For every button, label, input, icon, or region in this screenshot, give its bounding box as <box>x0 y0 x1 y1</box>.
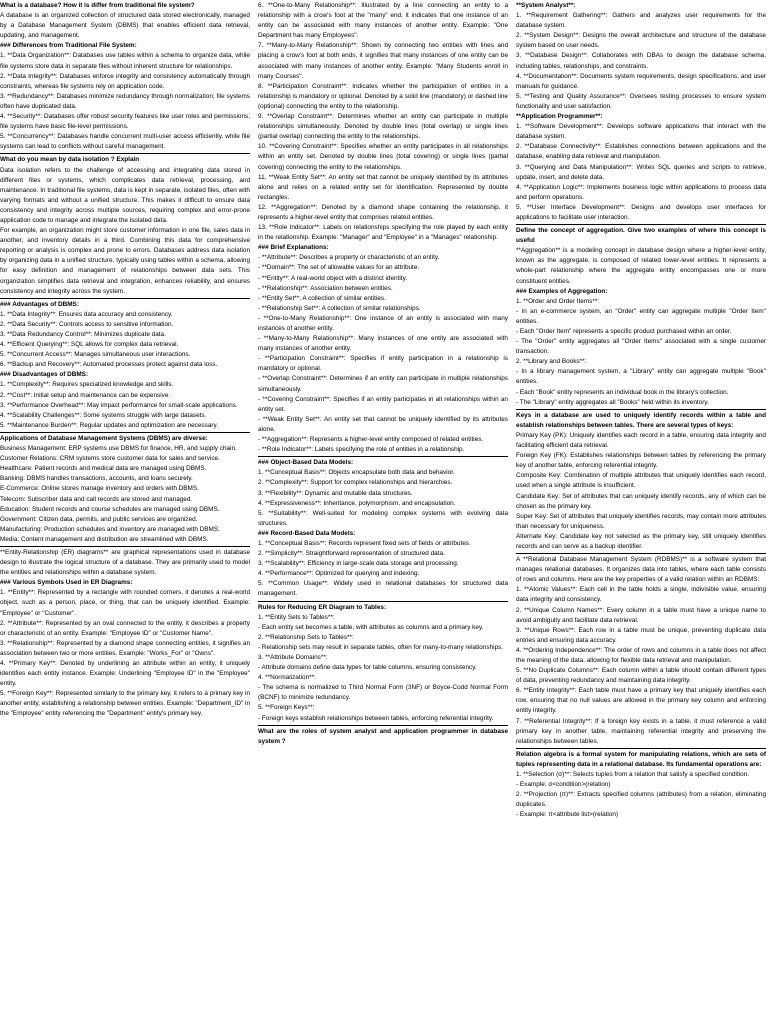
section-heading: Define the concept of aggregation. Give two examples of where this concept is useful <box>516 227 766 245</box>
note-line: A **Relational Database Management System (RDBMS)** is a software system that manages relational databases. It organizes data into tables, where each table consists of rows and columns. Here are the key properties of a valid relation within an RDBMS: <box>516 556 766 584</box>
note-line: 2. **Relationship Sets to Tables**: <box>258 633 354 641</box>
note-line: 2. **Data Security**: Controls access to sensitive information. <box>0 320 174 328</box>
note-line: 3. **Scalability**: Efficiency in large-scale data storage and processing. <box>258 560 459 568</box>
note-line: 6. **Backup and Recovery**: Automated processes protect against data loss. <box>0 361 218 369</box>
note-line: Manufacturing: Production schedules and inventory are managed with DBMS. <box>0 525 220 533</box>
note-line: 1. **Conceptual Basis**: Objects encapsulate both data and behavior. <box>258 469 455 477</box>
note-line: 1. **Entity Sets to Tables**: <box>258 613 335 621</box>
note-line: 2. **Attribute**: Represented by an oval connected to the entity, it describes a property or characteristic of an entity. Example: "Employee ID" or "Customer Name". <box>0 619 250 637</box>
note-line: E-Commerce: Online stores manage inventory and orders with DBMS. <box>0 485 199 493</box>
note-line: 5. **Concurrency**: Databases handle concurrent multi-user access efficiently, while file systems can lead to conflicts without careful management. <box>0 133 250 151</box>
note-line: 4. **Ordering Independence**: The order of rows and columns in a table does not affect the meaning of the data, allowing for flexible data retrieval and manipulation. <box>516 646 766 664</box>
note-line: 4. **Documentation**: Documents system requirements, design specifications, and user manuals for guidance. <box>516 72 766 90</box>
note-line: 3. **Redundancy**: Databases minimize redundancy through normalization; file systems often have duplicated data. <box>0 92 250 110</box>
note-line: - **Domain**: The set of allowable values for an attribute. <box>258 264 420 272</box>
section-heading: What do you mean by data isolation ? Explain <box>0 156 140 164</box>
note-line: 1. **Complexity**: Requires specialized knowledge and skills. <box>0 381 174 389</box>
note-line: 13. **Role Indicator**: Labels on relationships specifying the role played by each entity in the relationship. Example: "Manager" and "Employee" in a "Manages" relationship. <box>258 224 508 242</box>
note-line: Primary Key (PK): Uniquely identifies each record in a table, ensuring data integrity and facilitating efficient data retrieval. <box>516 431 766 450</box>
note-line: - The schema is normalized to Third Normal Form (3NF) or Boyce-Codd Normal Form (BCNF) to minimize redundancy. <box>258 684 508 702</box>
note-line: - Relationship sets may result in separate tables, often for many-to-many relationships. <box>258 643 504 651</box>
note-line: Super Key: Set of attributes that uniquely identifies records, may contain more attributes than necessary for uniqueness. <box>516 512 766 530</box>
note-line: 7. **Many-to-Many Relationship**: Shown by connecting two entities with lines and placing a crow's foot at both ends, it signifies that many instances of one entity can be associated with many instances of another entity. Example: "Many Students enroll in many Courses". <box>258 42 508 80</box>
note-line: Government: Citizen data, permits, and public services are organized. <box>0 515 198 523</box>
section-heading: Keys in a database are used to uniquely identify records within a table and establish relationships between tables. There are several types of keys: <box>516 411 766 429</box>
note-line: **Aggregation** is a modeling concept in database design where a higher-level entity, known as the aggregate, is composed of related lower-level entities. It represents a whole-part relationship where the aggregate entity encompasses one or more constituent entities. <box>516 247 766 285</box>
note-line: Healthcare: Patient records and medical data are managed using DBMS. <box>0 465 207 473</box>
note-line: - The "Order" entity aggregates all "Order Items" associated with a single customer transaction. <box>516 338 766 356</box>
note-line: 5. **Maintenance Burden**: Regular updates and optimization are necessary. <box>0 421 219 429</box>
note-line: - Each entity set becomes a table, with attributes as columns and a primary key. <box>258 623 484 631</box>
note-section <box>0 153 250 297</box>
note-section <box>516 748 766 822</box>
note-line: **Entity-Relationship (ER) diagrams** are graphical representations used in database design to illustrate the logical structure of a database. They are primarily used to model the entities and relationships within a database system. <box>0 548 250 577</box>
note-line: 1. **Requirement Gathering**: Gathers and analyzes user requirements for the database system. <box>516 12 766 30</box>
note-line: - **Participation Constraint**: Specifies if entity participation in a relationship is mandatory or optional. <box>258 355 508 373</box>
note-line: 4. **Security**: Databases offer robust security features like user roles and permissions; file systems have basic file-level permissions. <box>0 113 250 131</box>
note-line: 3. **Querying and Data Manipulation**: Writes SQL queries and scripts to retrieve, update, insert, and delete data. <box>516 163 766 181</box>
note-line: 8. **Participation Constraint**: Indicates whether the participation of entities in a relationship is mandatory or optional. Denoted by a solid line (mandatory) or dashed line (optional) connecting the entity to the relationship. <box>258 82 508 110</box>
section-heading: Relation algebra is a formal system for manipulating relations, which are sets of tuples representing data in a relational database. Its fundamental operations are: <box>516 750 766 768</box>
note-line: Banking: DBMS handles transactions, accounts, and loans securely. <box>0 475 193 483</box>
note-section <box>258 0 508 456</box>
note-line: 6. **One-to-Many Relationship**: Illustrated by a line connecting an entity to a relationship with a crow's foot at the "many" end, it indicates that one instance of an entity can be associated with many instances of another entity. Example: "One Department has many Employees". <box>258 2 508 40</box>
note-line: Customer Relations: CRM systems store customer data for sales and service. <box>0 455 220 463</box>
section-heading: ### Record-Based Data Models: <box>258 529 356 537</box>
note-line: - **Many-to-Many Relationship**: Many instances of one entity are associated with many instances of another entity. <box>258 335 508 353</box>
note-line: Telecom: Subscriber data and call records are stored and managed. <box>0 495 193 503</box>
section-heading: ### Examples of Aggregation: <box>516 287 608 295</box>
note-section <box>516 553 766 748</box>
section-heading: Rules for Reducing ER Diagram to Tables: <box>258 603 387 611</box>
note-line: 3. **Database Design**: Collaborates with DBAs to design the database schema, including tables, relationships, and constraints. <box>516 52 766 70</box>
note-line: 2. **Complexity**: Support for complex relationships and hierarchies. <box>258 479 453 487</box>
section-heading: ### Advantages of DBMS: <box>0 300 79 308</box>
note-line: - **Covering Constraint**: Specifies if an entity participates in all relationships within an entity set. <box>258 395 508 413</box>
section-heading: **Application Programmer**: <box>516 113 603 121</box>
section-heading: ### Object-Based Data Models: <box>258 459 354 467</box>
note-line: 1. **Conceptual Basis**: Records represent fixed sets of fields or attributes. <box>258 539 471 547</box>
note-line: 5. **Foreign Keys**: <box>258 704 315 712</box>
note-line: 7. **Referential Integrity**: If a foreign key exists in a table, it must reference a valid primary key in another table, maintaining referential integrity and preserving the relationships between tables. <box>516 717 766 745</box>
note-line: 4. **Performance**: Optimized for querying and indexing. <box>258 570 420 578</box>
section-heading: Applications of Database Management Systems (DBMS) are diverse: <box>0 434 208 442</box>
note-line: Education: Student records and course schedules are managed using DBMS. <box>0 505 220 513</box>
column-2 <box>258 0 508 1024</box>
note-line: 4. **Scalability Challenges**: Some systems struggle with large datasets. <box>0 411 207 419</box>
note-section <box>0 546 250 721</box>
note-line: Business Management: ERP systems use DBMS for finance, HR, and supply chain. <box>0 445 237 453</box>
note-line: 2. **Projection (π)**: Extracts specified columns (attributes) from a relation, eliminating duplicates. <box>516 791 766 809</box>
note-line: A database is an organized collection of structured data stored electronically, managed by a Database Management System (DBMS) that enables efficient data retrieval, updating, and management. <box>0 12 250 40</box>
section-heading: ### Various Symbols Used in ER Diagrams: <box>0 579 133 587</box>
note-line: 1. **Data Integrity**: Ensures data accuracy and consistency. <box>0 310 173 318</box>
note-line: 5. **Concurrent Access**: Manages simultaneous user interactions. <box>0 351 191 359</box>
note-line: - The "Library" entity aggregates all "Books" held within its inventory. <box>516 398 709 406</box>
note-line: 5. **Suitability**: Well-suited for modeling complex systems with evolving data structures. <box>258 509 508 527</box>
note-line: 3. **Data Redundancy Control**: Minimizes duplicate data. <box>0 331 166 338</box>
note-line: - **One-to-Many Relationship**: One instance of an entity is associated with many instances of another entity. <box>258 314 508 332</box>
note-line: 11. **Weak Entity Set**: An entity set that cannot be uniquely identified by its attributes alone and relies on a related entity set for identification. Represented by double rectangles. <box>258 173 508 201</box>
note-section <box>516 0 766 224</box>
note-section <box>516 224 766 409</box>
note-line: 4. **Expressiveness**: Inheritance, polymorphism, and encapsulation. <box>258 499 456 507</box>
note-line: 2. **Library and Books**: <box>516 358 587 366</box>
note-line: - **Attribute**: Describes a property or characteristic of an entity. <box>258 254 440 262</box>
note-line: 1. **Order and Order Items**: <box>516 297 600 305</box>
note-line: Media: Content management and distribution are streamlined with DBMS. <box>0 535 209 543</box>
note-line: 1. **Entity**: Represented by a rectangle with rounded corners, it denotes a real-world object, such as a person, place, or thing, that can be uniquely identified. Example: "Employee" or "Customer". <box>0 589 250 617</box>
note-line: 10. **Covering Constraint**: Specifies whether an entity participates in all relationships within an entity set. Denoted by double lines (total covering) or single lines (partial covering) connecting the entity to the relationships. <box>258 143 508 171</box>
note-line: 4. **Primary Key**: Denoted by underlining an attribute within an entity, it uniquely identifies each entity instance. Example: Underlining "Employee ID" in the "Employee" entity. <box>0 660 250 688</box>
note-line: - **Role Indicator**: Labels specifying the role of entities in a relationship. <box>258 446 465 454</box>
note-line: - **Weak Entity Set**: An entity set that cannot be uniquely identified by its attributes alone. <box>258 415 508 433</box>
note-section <box>0 432 250 546</box>
note-line: - **Entity Set**: A collection of similar entities. <box>258 294 386 302</box>
note-line: - In a library management system, a "Library" entity can aggregate multiple "Book" entities. <box>516 368 766 386</box>
note-line: 9. **Overlap Constraint**: Determines whether an entity can participate in multiple relationships simultaneously. Denoted by double lines (total overlap) or single lines (partial overlap) connecting the entity to the relationships. <box>258 113 508 141</box>
note-line: 2. **Unique Column Names**: Every column in a table must have a unique name to avoid ambiguity and facilitate data retrieval. <box>516 606 766 624</box>
note-line: 5. **Foreign Key**: Represented similarly to the primary key, it refers to a primary key in another entity, establishing a relationship between entities. Example: "Department_ID" in the "Employee" entity referencing the "Department" entity's primary key. <box>0 690 250 718</box>
note-line: - **Relationship Set**: A collection of similar relationships. <box>258 304 421 312</box>
note-line: 5. **Common Usage**: Widely used in relational databases for structured data management. <box>258 580 508 598</box>
note-line: 1. **Selection (σ)**: Selects tuples from a relation that satisfy a specified condition. <box>516 771 750 779</box>
note-line: 5. **No Duplicate Columns**: Each column within a table should contain different types of data, preventing redundancy and maintaining data integrity. <box>516 667 766 685</box>
note-line: - Foreign keys establish relationships between tables, enforcing referential integrity. <box>258 714 494 722</box>
section-heading: ### Differences from Traditional File System: <box>0 42 137 50</box>
column-3 <box>516 0 766 1024</box>
section-heading: ### Disadvantages of DBMS: <box>0 371 89 379</box>
note-section <box>0 0 250 153</box>
note-line: - **Overlap Constraint**: Determines if an entity can participate in multiple relationships simultaneously. <box>258 375 508 393</box>
section-heading: **System Analyst**: <box>516 2 576 9</box>
note-line: 1. **Data Organization**: Databases use tables within a schema to organize data, while file systems store data in separate files without inherent structure for relationships. <box>0 52 250 70</box>
note-line: 3. **Flexibility**: Dynamic and mutable data structures. <box>258 489 413 497</box>
note-line: - Each "Order Item" represents a specific product purchased within an order. <box>516 328 732 335</box>
note-line: 12. **Aggregation**: Denoted by a diamond shape containing the relationship, it represents a higher-level entity that comprises related entities. <box>258 203 508 221</box>
note-line: 2. **Data Integrity**: Databases enforce integrity and consistency automatically through constraints, whereas file systems rely on application code. <box>0 72 250 90</box>
note-line: Candidate Key: Set of attributes that can uniquely identify records, any of which can be chosen as the primary key. <box>516 492 766 510</box>
note-line: 3. **Relationship**: Represented by a diamond shape connecting entities, it signifies an association between two or more entities. Example: "Works_For" or "Owns". <box>0 639 250 657</box>
column-1 <box>0 0 250 1024</box>
section-heading: ### Brief Explanations: <box>258 244 329 252</box>
note-line: 3. **Attribute Domains**: <box>258 654 328 661</box>
note-section <box>0 298 250 432</box>
note-line: 4. **Application Logic**: Implements business logic within applications to process data and perform operations. <box>516 183 766 201</box>
note-line: 2. **System Design**: Designs the overall architecture and structure of the database system based on user needs. <box>516 32 766 50</box>
note-section <box>516 409 766 553</box>
note-line: Alternate Key: Candidate key not selected as the primary key, still uniquely identifies records and can serve as a backup identifier. <box>516 532 766 550</box>
note-section <box>258 725 508 748</box>
note-line: 4. **Normalization**: <box>258 674 316 682</box>
note-line: - Each "Book" entity represents an individual book in the library's collection. <box>516 388 729 396</box>
note-line: 2. **Simplicity**: Straightforward representation of structured data. <box>258 550 445 558</box>
note-line: Foreign Key (FK): Establishes relationships between tables by referencing the primary key of another table, enforcing referential integrity. <box>516 452 766 470</box>
note-line: 2. **Database Connectivity**: Establishes connections between applications and the database, enabling data retrieval and manipulation. <box>516 143 766 161</box>
note-line: - Example: σ<condition>(relation) <box>516 781 611 789</box>
note-line: 4. **Efficient Querying**: SQL allows for complex data retrieval. <box>0 341 179 349</box>
note-line: - **Relationship**: Association between entities. <box>258 284 393 292</box>
note-line: - Attribute domains define data types for table columns, ensuring consistency. <box>258 664 477 672</box>
note-section <box>258 601 508 725</box>
note-section <box>258 456 508 600</box>
note-line: Data isolation refers to the challenge of accessing and integrating data stored in different files or systems, which complicates data retrieval, processing, and maintenance. In traditional file systems, data is kept in separate, isolated files, often with varying formats and without a unified structure. This makes it difficult to ensure data consistency and integrity across multiple sources, requiring complex and error-prone application code to manage and integrate the isolated data. <box>0 166 250 224</box>
note-line: 3. **Performance Overhead**: May impact performance for small-scale applications. <box>0 401 238 409</box>
note-line: - In an e-commerce system, an "Order" entity can aggregate multiple "Order Item" entities. <box>516 307 766 325</box>
section-heading: What is a database? How it is differ from traditional file system? <box>0 2 195 9</box>
note-line: 1. **Atomic Values**: Each cell in the table holds a single, indivisible value, ensuring data integrity and consistency. <box>516 586 766 604</box>
note-line: 6. **Entity Integrity**: Each table must have a primary key that uniquely identifies each row, ensuring that no null values are allowed in the primary key column and enforcing entity integrity. <box>516 687 766 715</box>
note-line: - **Entity**: A real-world object with a distinct identity. <box>258 274 408 282</box>
note-line: - **Aggregation**: Represents a higher-level entity composed of related entities. <box>258 436 484 444</box>
section-heading: What are the roles of system analyst and application programmer in database system ? <box>258 727 508 745</box>
note-line: 2. **Cost**: Initial setup and maintenance can be expensive. <box>0 391 171 399</box>
note-line: Composite Key: Combination of multiple attributes that uniquely identifies each record, used when a single attribute is insufficient. <box>516 472 766 490</box>
note-line: 3. **Unique Rows**: Each row in a table must be unique, preventing duplicate data entries and ensuring data accuracy. <box>516 626 766 644</box>
note-line: 5. **User Interface Development**: Designs and develops user interfaces for applications to facilitate user interaction. <box>516 203 766 221</box>
note-line: 1. **Software Development**: Develops software applications that interact with the database system. <box>516 123 766 141</box>
note-line: For example, an organization might store customer information in one file, sales data in another, and inventory details in a third. Combining this data for comprehensive reporting or analysis is complex and prone to errors. Databases address data isolation by organizing data in a unified structure, typically using tables within a schema, allowing for easy definition and management of relationships between data sets. This organization simplifies data retrieval and integration, enhances reliability, and ensures consistency and integrity across the system. <box>0 227 250 295</box>
note-line: 5. **Testing and Quality Assurance**: Oversees testing processes to ensure system functionality and user satisfaction. <box>516 92 766 110</box>
note-line: - Example: π<attribute list>(relation) <box>516 811 619 819</box>
